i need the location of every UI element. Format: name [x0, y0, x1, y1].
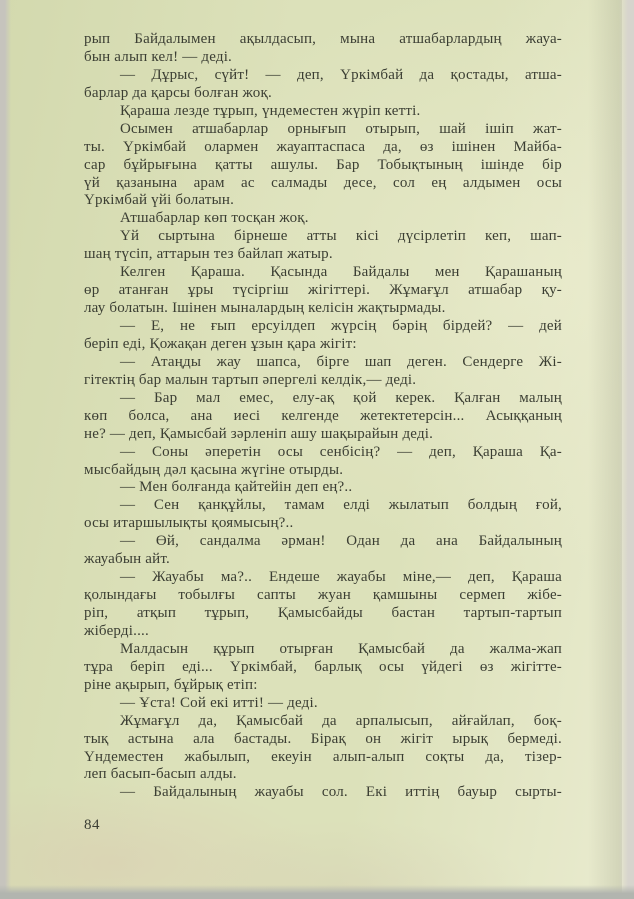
- text-line: барлар да қарсы болған жоқ.: [84, 84, 272, 101]
- text-line: — Мен болғанда қайтейін деп ең?..: [120, 479, 353, 496]
- text-line: — Өй, сандалма әрман! Одан да ана Байдалының: [120, 533, 562, 550]
- text-line: Қараша лезде тұрып, үндеместен жүріп кетті.: [120, 102, 421, 119]
- text-line: беріп еді, Қожақан деген ұзын қара жігіт:: [84, 335, 357, 352]
- text-line: Келген Қараша. Қасында Байдалы мен Қарашаның: [120, 264, 562, 281]
- text-line: Үркімбай үйі болатын.: [84, 192, 235, 209]
- text-line: — Ұста! Сой екі итті! — деді.: [120, 694, 318, 711]
- text-line: леп басып-басып алды.: [84, 766, 237, 783]
- text-line: үй қазанына арам ас салмады десе, сол ең алдымен осы: [84, 174, 562, 191]
- text-line: — Е, не ғып ерсуілдеп жүрсің бәрің бірдей? — дей: [120, 318, 562, 334]
- text-line: — Атаңды жау шапса, бірге шап деген. Сендерге Жі-: [120, 353, 562, 370]
- text-line: — Бар мал емес, елу-ақ қой керек. Қалған малың: [120, 389, 562, 406]
- text-line: Малдасын құрып отырған Қамысбай да жалма-жап: [120, 640, 562, 657]
- text-block: [84, 31, 562, 802]
- text-line: Атшабарлар көп тосқан жоқ.: [120, 210, 309, 227]
- text-line: не? — деп, Қамысбай зәрленіп ашу шақырайын деді.: [84, 425, 434, 442]
- text-line: Осымен атшабарлар орнығып отырып, шай ішіп жат-: [120, 120, 562, 137]
- text-line: лау болатын. Ішінен мыналардың келісін жақтырмады.: [84, 300, 446, 317]
- page-curl-shadow: [588, 0, 622, 899]
- text-line: жауабын айт.: [84, 551, 170, 568]
- text-line: — Соны әперетін осы сенбісің? — деп, Қараша Қа-: [120, 443, 562, 460]
- text-line: — Жауабы ма?.. Ендеше жауабы міне,— деп, Қараша: [120, 569, 562, 586]
- page-number: 84: [84, 817, 100, 833]
- text-line: бын алып кел! — деді.: [84, 48, 233, 65]
- scan-edge-bottom: [0, 885, 634, 899]
- text-line: гітектің бар малын тартып әпергелі келдік,— деді.: [84, 371, 417, 388]
- text-line: Үй сыртына бірнеше атты кісі дүсірлетіп кеп, шап-: [120, 228, 562, 245]
- scan-edge-left: [0, 0, 11, 899]
- text-line: — Дұрыс, сүйт! — деп, Үркімбай да қостады, атша-: [120, 66, 562, 83]
- text-line: сар бұйрығына қатты ашулы. Бар Тобықтының ішінде бір: [84, 156, 562, 173]
- text-line: тық астына ала бастады. Бірақ он жігіт ырық бермеді.: [84, 730, 562, 747]
- text-line: ріп, атқып тұрып, Қамысбайды бастан тартып-тартып: [84, 605, 562, 621]
- text-line: көп болса, ана иесі келгенде жетектетерсін... Асыққаның: [84, 407, 562, 424]
- text-line: өр атанған ұры түсіргіш жігіттері. Жұмағұл атшабар қу-: [84, 282, 562, 299]
- text-line: Жұмағұл да, Қамысбай да арпалысып, айғайлап, боқ-: [120, 712, 562, 729]
- text-line: — Сен қанқұйлы, тамам елді жылатып болдың ғой,: [120, 497, 562, 514]
- text-line: шаң түсіп, аттарын тез байлап жатыр.: [84, 246, 333, 263]
- text-line: қолындағы тобылғы сапты жуан қамшыны сермеп жібе-: [84, 587, 562, 604]
- scan-edge-right: [619, 0, 634, 899]
- text-line: ты. Үркімбай олармен жауаптаспаса да, өз ішінен Майба-: [84, 138, 562, 155]
- text-line: Үндеместен жабылып, екеуін алып-алып соқты да, тізер-: [84, 748, 562, 765]
- text-line: рып Байдалымен ақылдасып, мына атшабарлардың жауа-: [84, 31, 562, 47]
- text-line: — Байдалының жауабы сол. Екі иттің бауыр сырты-: [120, 784, 562, 801]
- text-line: мысбайдың дәл қасына жүгіне отырды.: [84, 461, 344, 478]
- text-line: ріне ақырып, бұйрық етіп:: [84, 676, 258, 693]
- text-line: жіберді....: [84, 622, 149, 639]
- text-line: тұра беріп еді... Үркімбай, барлық осы үйдегі өз жігітте-: [84, 658, 562, 675]
- text-line: осы итаршылықты қоямысың?..: [84, 515, 294, 532]
